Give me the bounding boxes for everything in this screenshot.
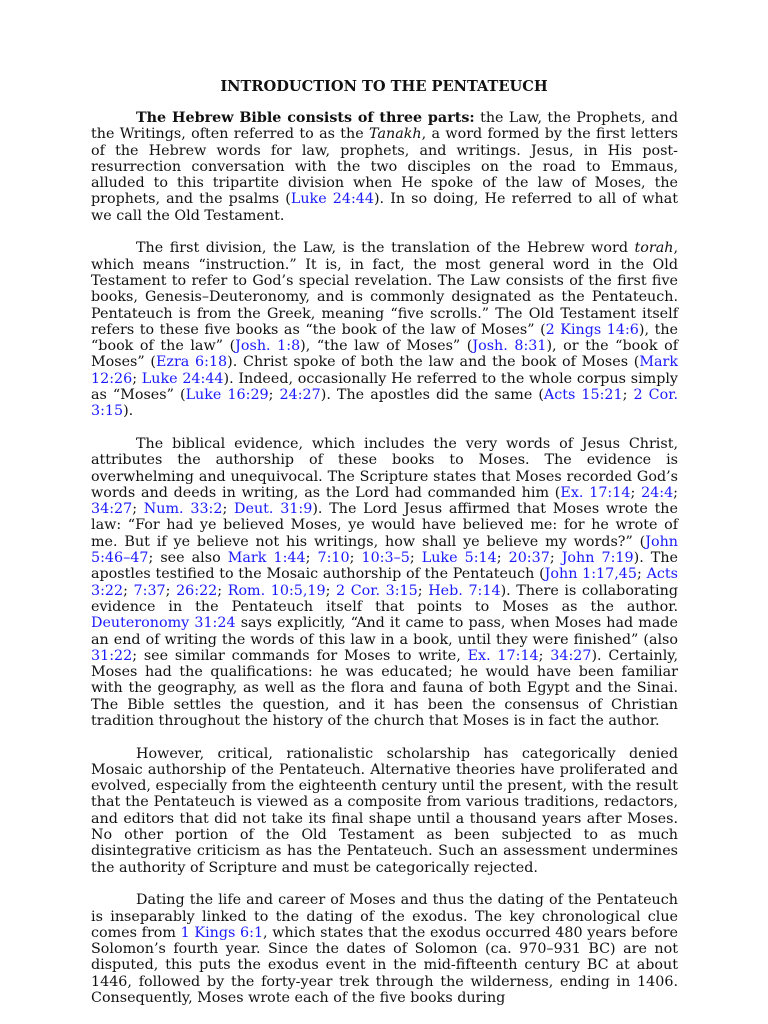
body-text: ). Certainly, Moses had the qualifications: he was educated; he would have been familiar with the geography, as well as the flora and fauna of both Egypt and the Sinai. The Bible settles the question, and it has been the consensus of Christian tradition throughout the history of the church that Moses is in fact the author. <box>91 647 678 729</box>
paragraph <box>91 892 678 1006</box>
scripture-reference-link[interactable]: John 1:17,45 <box>544 566 637 583</box>
scripture-reference-link[interactable]: 10:3–5 <box>361 550 410 567</box>
body-text: ; <box>417 582 429 599</box>
scripture-reference-link[interactable]: Acts 3:22 <box>91 566 678 599</box>
scripture-reference-link[interactable]: 31:22 <box>91 647 133 664</box>
scripture-reference-link[interactable]: 2 Cor. 3:15 <box>91 387 679 420</box>
body-text: ; see also <box>148 550 228 567</box>
scripture-reference-link[interactable]: Luke 24:44 <box>290 191 374 208</box>
body-text: says explicitly, “And it came to pass, when Moses had made an end of writing the words of this law in a book, until they were finished” (also <box>91 615 678 648</box>
lead-in-text: The Hebrew Bible consists of three parts: <box>136 110 475 126</box>
body-text: ; <box>538 647 551 664</box>
body-text: ). In so doing, He referred to all of what we call the Old Testament. <box>91 191 678 224</box>
body-text: ; <box>217 582 228 599</box>
page-title: INTRODUCTION TO THE PENTATEUCH <box>220 78 548 95</box>
body-text: ). Christ spoke of both the law and the book of Moses ( <box>227 354 640 371</box>
body-text: Dating the life and career of Moses and thus the dating of the Pentateuch is inseparably linked to the dating of the exodus. The key chronological clue comes from <box>91 892 678 941</box>
body-text: ; <box>132 370 142 387</box>
body-text: ; <box>673 484 678 501</box>
scripture-reference-link[interactable]: Deuteronomy 31:24 <box>91 615 236 632</box>
body-text: ; <box>222 501 235 518</box>
body-text: ; <box>165 582 177 599</box>
emphasized-word: torah <box>634 240 674 257</box>
body-text: ). The apostles did the same ( <box>320 387 544 404</box>
scripture-reference-link[interactable]: John 5:46–47 <box>91 533 678 567</box>
scripture-reference-link[interactable]: 34:27 <box>91 501 133 518</box>
body-text: ; see similar commands for Moses to write, <box>132 647 468 664</box>
scripture-reference-link[interactable]: Luke 16:29 <box>185 387 269 404</box>
paragraph <box>91 110 678 224</box>
body-text: ; <box>622 387 634 404</box>
body-text: , which states that the exodus occurred 480 years before Solomon’s fourth year. Since the dates of Solomon (ca. 970–931 BC) are not disputed, this puts the exodus event in the mid-fifteenth century BC at about 1446, followed by the forty-year trek through the wilderness, ending in 1406. Consequently, Moses wrote each of the five books during <box>91 924 678 1007</box>
scripture-reference-link[interactable]: Num. 33:2 <box>143 501 223 518</box>
scripture-reference-link[interactable]: Josh. 8:31 <box>472 338 547 355</box>
body-text: ). <box>123 403 134 420</box>
body-text: ). The Lord Jesus affirmed that Moses wrote the law: “For had ye believed Moses, ye would have believed me: for he wrote of me. But if ye believe not his writings, how shall ye believe my words?” ( <box>91 501 678 550</box>
body-text: ), or the “book of Moses” ( <box>91 338 678 371</box>
body-text: ; <box>268 387 280 404</box>
scripture-reference-link[interactable]: Luke 5:14 <box>421 550 497 567</box>
scripture-reference-link[interactable]: 1 Kings 6:1 <box>180 924 264 941</box>
scripture-reference-link[interactable]: 20:37 <box>508 550 550 567</box>
body-text: ), the “book of the law” ( <box>91 321 678 355</box>
body-text: ; <box>349 550 362 567</box>
body-text: The first division, the Law, is the translation of the Hebrew word <box>136 240 635 257</box>
scripture-reference-link[interactable]: John 7:19 <box>561 550 634 567</box>
scripture-reference-link[interactable]: Ex. 17:14 <box>560 484 631 501</box>
scripture-reference-link[interactable]: 34:27 <box>550 647 592 664</box>
body-text: ). The apostles testified to the Mosaic authorship of the Pentateuch ( <box>91 550 679 583</box>
scripture-reference-link[interactable]: 24:27 <box>279 387 321 404</box>
body-text: , which means “instruction.” It is, in fact, the most general word in the Old Testament to refer to God’s special revelation. The Law consists of the first five books, Genesis–Deuteronomy, and is commonly designated as the Pentateuch. Pentateuch is from the Greek, meaning “five scrolls.” The Old Testament itself refers to these five books as “the book of the law of Moses” ( <box>91 240 678 338</box>
scripture-reference-link[interactable]: 7:37 <box>133 582 166 599</box>
scripture-reference-link[interactable]: Josh. 1:8 <box>235 338 301 355</box>
scripture-reference-link[interactable]: Ex. 17:14 <box>467 647 539 664</box>
scripture-reference-link[interactable]: 7:10 <box>317 550 350 567</box>
body-text: ; <box>630 484 642 501</box>
paragraph <box>91 436 678 729</box>
scripture-reference-link[interactable]: Deut. 31:9 <box>234 501 313 518</box>
body-text: ; <box>132 501 144 518</box>
body-text: ; <box>325 582 337 599</box>
body-text: ; <box>549 550 562 567</box>
document-body <box>91 110 678 1023</box>
body-text: ). There is collaborating evidence in the Pentateuch itself that points to Moses as the author. <box>91 582 678 615</box>
body-text: ; <box>409 550 422 567</box>
body-text: ; <box>637 566 647 583</box>
body-text: the Law, the Prophets, and the Writings, often referred to as the <box>91 110 679 143</box>
body-text: The biblical evidence, which includes the very words of Jesus Christ, attributes the authorship of these books to Moses. The evidence is overwhelming and unequivocal. The Scripture states that Moses recorded God’s words and deeds in writing, as the Lord had commanded him ( <box>91 435 678 501</box>
body-text: , a word formed by the first letters of the Hebrew words for law, prophets, and writings. Jesus, in His post-resurrection conversation with the two disciples on the road to Emmaus, alluded to this tripartite division when He spoke of the law of Moses, the prophets, and the psalms ( <box>91 126 678 208</box>
paragraph <box>91 746 678 876</box>
body-text: ; <box>305 550 318 567</box>
scripture-reference-link[interactable]: Ezra 6:18 <box>156 354 228 371</box>
scripture-reference-link[interactable]: Rom. 10:5,19 <box>227 582 326 599</box>
body-text: ), “the law of Moses” ( <box>300 338 473 355</box>
scripture-reference-link[interactable]: 2 Cor. 3:15 <box>336 582 418 599</box>
scripture-reference-link[interactable]: Luke 24:44 <box>141 370 224 387</box>
body-text: ). Indeed, occasionally He referred to the whole corpus simply as “Moses” ( <box>91 370 678 404</box>
body-text: ; <box>496 550 509 567</box>
body-text: However, critical, rationalistic scholarship has categorically denied Mosaic authorship of the Pentateuch. Alternative theories have proliferated and evolved, especially from the eighteenth century until the present, with the result that the Pentateuch is viewed as a composite from various traditions, redactors, and editors that did not take its final shape until a thousand years after Moses. No other portion of the Old Testament as been subjected to as much disintegrative criticism as has the Pentateuch. Such an assessment undermines the authority of Scripture and must be categorically rejected. <box>91 745 678 876</box>
scripture-reference-link[interactable]: Heb. 7:14 <box>428 582 501 599</box>
scripture-reference-link[interactable]: Mark 12:26 <box>91 354 679 387</box>
scripture-reference-link[interactable]: Acts 15:21 <box>543 387 623 404</box>
body-text: ; <box>123 582 134 599</box>
scripture-reference-link[interactable]: 24:4 <box>641 484 674 501</box>
scripture-reference-link[interactable]: Mark 1:44 <box>227 550 306 567</box>
emphasized-word: Tanakh <box>369 126 422 143</box>
paragraph <box>91 240 678 419</box>
scripture-reference-link[interactable]: 2 Kings 14:6 <box>545 321 639 338</box>
scripture-reference-link[interactable]: 26:22 <box>176 582 218 599</box>
